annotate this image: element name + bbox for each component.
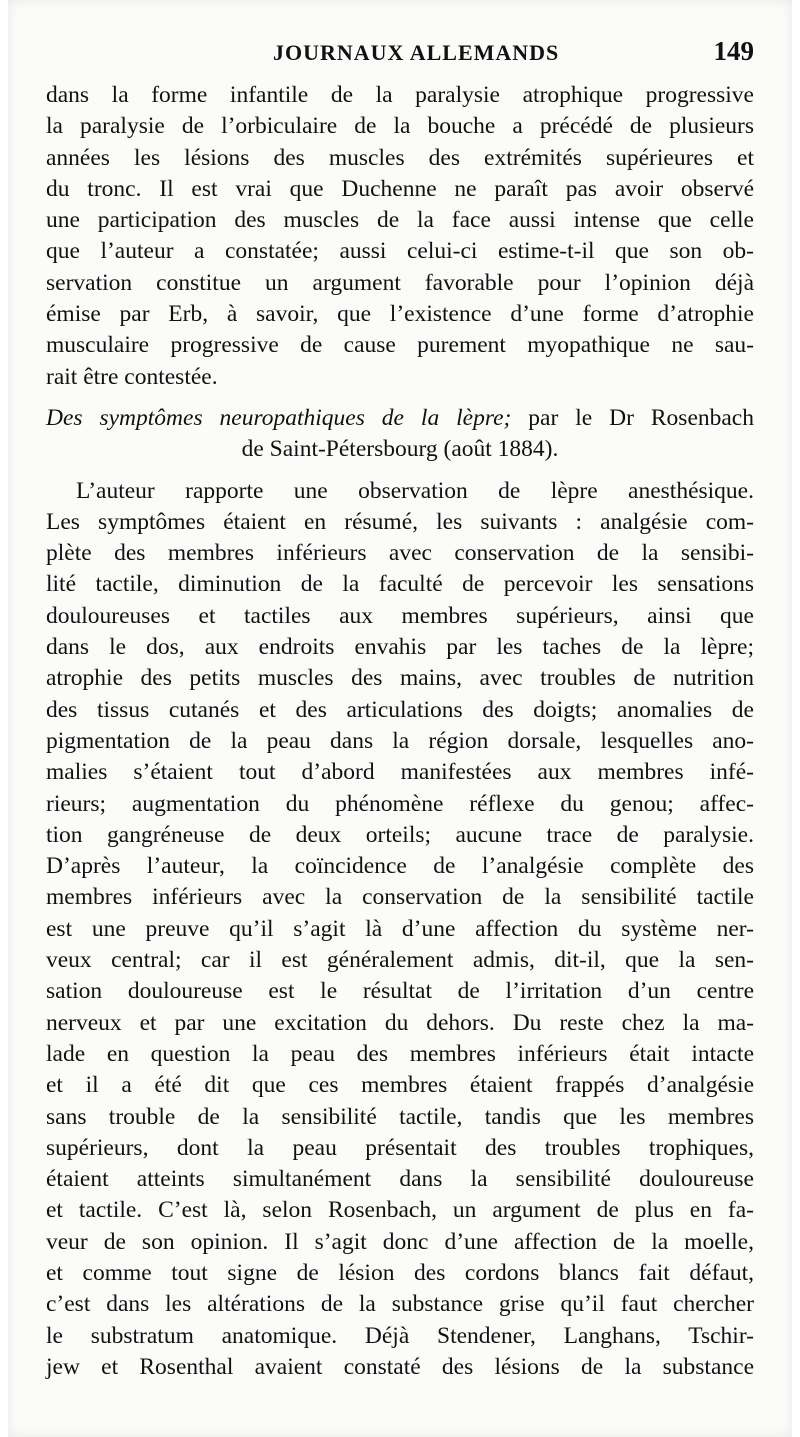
article-source: de Saint-Pétersbourg (août 1884). bbox=[241, 436, 559, 463]
text-line: jew et Rosenthal avaient constaté des lésions de la substance bbox=[46, 1353, 754, 1380]
text-line: des tissus cutanés et des articulations des doigts; anomalies de bbox=[46, 696, 754, 723]
text-line: le substratum anatomique. Déjà Stendener, Langhans, Tschir- bbox=[46, 1322, 754, 1349]
text-line: douloureuses et tactiles aux membres supérieurs, ainsi que bbox=[46, 602, 754, 629]
text-line: du tronc. Il est vrai que Duchenne ne paraît pas avoir observé bbox=[46, 175, 754, 202]
running-title: JOURNAUX ALLEMANDS bbox=[273, 40, 560, 65]
text-line: atrophie des petits muscles des mains, avec troubles de nutrition bbox=[46, 665, 754, 692]
text-line: rieurs; augmentation du phénomène réflexe du genou; affec- bbox=[46, 790, 754, 817]
text-line: est une preuve qu’il s’agit là d’une affection du système ner- bbox=[46, 915, 754, 942]
text-line: plète des membres inférieurs avec conservation de la sensibi- bbox=[46, 540, 754, 567]
text-line: et comme tout signe de lésion des cordons blancs fait défaut, bbox=[46, 1259, 754, 1286]
book-page bbox=[8, 0, 792, 1437]
text-line: veur de son opinion. Il s’agit donc d’une affection de la moelle, bbox=[46, 1228, 754, 1255]
text-line: veux central; car il est généralement admis, dit-il, que la sen- bbox=[46, 947, 754, 974]
text-line: dans la forme infantile de la paralysie atrophique progressive bbox=[46, 82, 754, 108]
text-line: lité tactile, diminution de la faculté de percevoir les sensations bbox=[46, 571, 754, 598]
text-line: la paralysie de l’orbiculaire de la bouche a précédé de plusieurs bbox=[46, 113, 754, 140]
body-text bbox=[46, 80, 754, 1383]
text-line: malies s’étaient tout d’abord manifestées aux membres infé- bbox=[46, 759, 754, 786]
text-line: sation douloureuse est le résultat de l’irritation d’un centre bbox=[46, 978, 754, 1005]
article-author: par le Dr Rosenbach bbox=[511, 404, 754, 431]
text-line: émise par Erb, à savoir, que l’existence d’une forme d’atrophie bbox=[46, 301, 754, 328]
text-line: pigmentation de la peau dans la région dorsale, lesquelles ano- bbox=[46, 727, 754, 754]
text-line: membres inférieurs avec la conservation de la sensibilité tactile bbox=[46, 884, 754, 911]
text-line: musculaire progressive de cause purement myopathique ne sau- bbox=[46, 332, 754, 359]
text-line: lade en question la peau des membres inférieurs était intacte bbox=[46, 1040, 754, 1067]
text-line: servation constitue un argument favorable pour l’opinion déjà bbox=[46, 269, 754, 296]
text-line: L’auteur rapporte une observation de lèpre anesthésique. bbox=[76, 477, 754, 504]
text-line: sans trouble de la sensibilité tactile, tandis que les membres bbox=[46, 1103, 754, 1130]
text-line: rait être contestée. bbox=[46, 363, 218, 390]
article-heading bbox=[46, 403, 754, 466]
text-line: D’après l’auteur, la coïncidence de l’analgésie complète des bbox=[46, 853, 754, 880]
article-title-line bbox=[46, 403, 754, 434]
text-line: c’est dans les altérations de la substance grise qu’il faut chercher bbox=[46, 1291, 754, 1318]
page-header bbox=[8, 36, 792, 76]
paragraph-article bbox=[46, 476, 754, 1384]
text-line: que l’auteur a constatée; aussi celui-ci estime-t-il que son ob- bbox=[46, 238, 754, 265]
text-line: nerveux et par une excitation du dehors. Du reste chez la ma- bbox=[46, 1009, 754, 1036]
article-title: Des symptômes neuropathiques de la lèpre; bbox=[46, 404, 512, 431]
text-line: tion gangréneuse de deux orteils; aucune trace de paralysie. bbox=[46, 821, 754, 848]
text-line: une participation des muscles de la face aussi intense que celle bbox=[46, 207, 754, 234]
text-line: étaient atteints simultanément dans la sensibilité douloureuse bbox=[46, 1166, 754, 1193]
text-line: Les symptômes étaient en résumé, les suivants : analgésie com- bbox=[46, 508, 754, 535]
text-line: et tactile. C’est là, selon Rosenbach, un argument de plus en fa- bbox=[46, 1197, 754, 1224]
text-line: dans le dos, aux endroits envahis par les taches de la lèpre; bbox=[46, 634, 754, 661]
text-line: supérieurs, dont la peau présentait des troubles trophiques, bbox=[46, 1134, 754, 1161]
paragraph-continued bbox=[46, 80, 754, 393]
text-line: années les lésions des muscles des extrémités supérieures et bbox=[46, 144, 754, 171]
page-number: 149 bbox=[713, 36, 754, 66]
text-line: et il a été dit que ces membres étaient frappés d’analgésie bbox=[46, 1072, 754, 1099]
